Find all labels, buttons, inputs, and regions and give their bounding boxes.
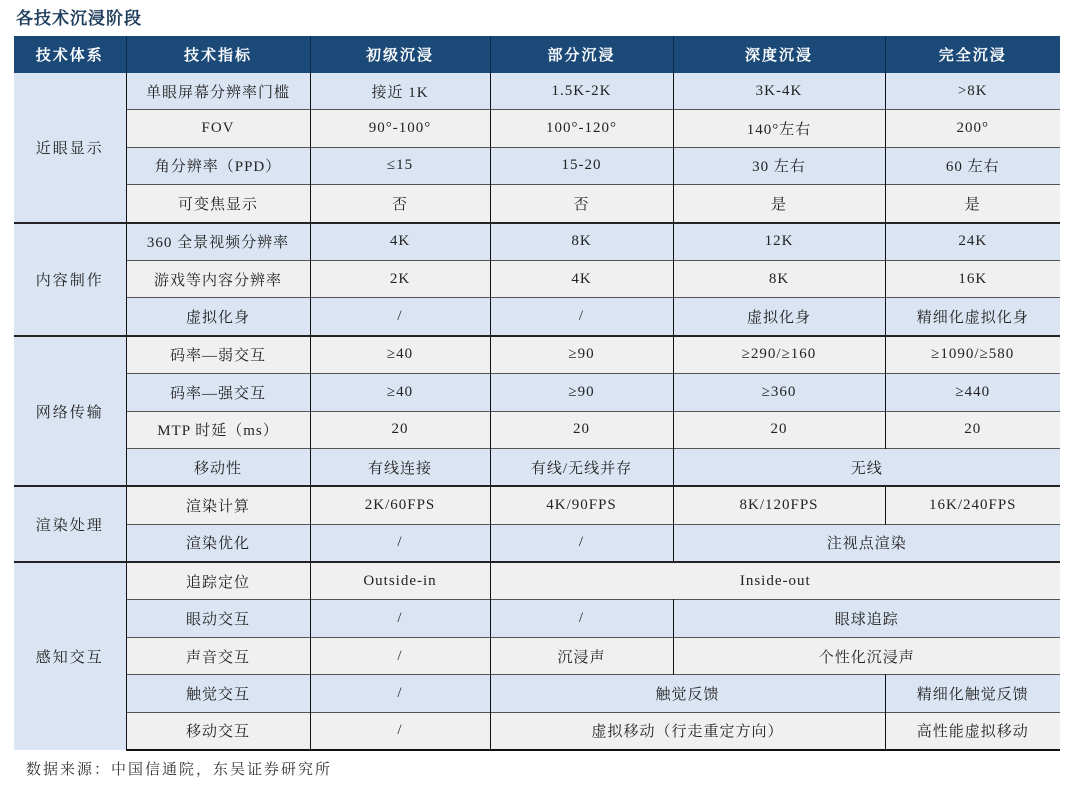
header-partial: 部分沉浸: [490, 36, 673, 73]
table-row: [14, 147, 1060, 184]
metric-cell: 游戏等内容分辨率: [126, 260, 310, 297]
table-row: [14, 712, 1060, 750]
metric-cell: MTP 时延（ms）: [126, 411, 310, 448]
table-row: [14, 600, 1060, 637]
table-row: [14, 524, 1060, 562]
table-row: [14, 374, 1060, 411]
value-cell: /: [310, 298, 490, 336]
value-cell-merged: Inside-out: [490, 562, 1060, 600]
value-cell: 是: [885, 185, 1060, 223]
value-cell: 30 左右: [673, 147, 885, 184]
value-cell: ≥90: [490, 374, 673, 411]
table-row: [14, 675, 1060, 712]
table-row: [14, 185, 1060, 223]
value-cell: /: [310, 524, 490, 562]
value-cell: 高性能虚拟移动: [885, 712, 1060, 750]
value-cell: 15-20: [490, 147, 673, 184]
table-row: [14, 637, 1060, 674]
value-cell: 有线连接: [310, 448, 490, 486]
value-cell: /: [490, 600, 673, 637]
value-cell: 8K: [673, 260, 885, 297]
value-cell: ≥90: [490, 336, 673, 374]
value-cell: 1.5K-2K: [490, 73, 673, 110]
value-cell-merged: 虚拟移动（行走重定方向）: [490, 712, 885, 750]
metric-cell: 触觉交互: [126, 675, 310, 712]
value-cell: 16K: [885, 260, 1060, 297]
table-row: [14, 448, 1060, 486]
value-cell: /: [310, 600, 490, 637]
metric-cell: 角分辨率（PPD）: [126, 147, 310, 184]
value-cell: ≥1090/≥580: [885, 336, 1060, 374]
value-cell: 16K/240FPS: [885, 486, 1060, 524]
value-cell: 是: [673, 185, 885, 223]
value-cell: ≥440: [885, 374, 1060, 411]
value-cell: /: [310, 712, 490, 750]
table-row: [14, 73, 1060, 110]
value-cell: 24K: [885, 223, 1060, 261]
table-title: 各技术沉浸阶段: [16, 9, 142, 28]
value-cell: 4K: [310, 223, 490, 261]
header-deep: 深度沉浸: [673, 36, 885, 73]
metric-cell: 声音交互: [126, 637, 310, 674]
value-cell: ≥360: [673, 374, 885, 411]
value-cell: ≥290/≥160: [673, 336, 885, 374]
table-row: [14, 562, 1060, 600]
value-cell-merged: 注视点渲染: [673, 524, 1060, 562]
value-cell: 20: [490, 411, 673, 448]
metric-cell: 移动交互: [126, 712, 310, 750]
value-cell: 虚拟化身: [673, 298, 885, 336]
value-cell: ≥40: [310, 336, 490, 374]
value-cell: /: [310, 675, 490, 712]
metric-cell: 追踪定位: [126, 562, 310, 600]
value-cell: Outside-in: [310, 562, 490, 600]
value-cell: 4K/90FPS: [490, 486, 673, 524]
table-row: [14, 336, 1060, 374]
value-cell: 140°左右: [673, 110, 885, 147]
header-metric: 技术指标: [126, 36, 310, 73]
table-row: [14, 110, 1060, 147]
category-cell: 内容制作: [14, 223, 126, 336]
value-cell: 90°-100°: [310, 110, 490, 147]
table-row: [14, 411, 1060, 448]
table-row: [14, 223, 1060, 261]
metric-cell: 可变焦显示: [126, 185, 310, 223]
value-cell: 2K: [310, 260, 490, 297]
value-cell: 8K/120FPS: [673, 486, 885, 524]
value-cell: /: [490, 298, 673, 336]
table-row: [14, 260, 1060, 297]
metric-cell: 虚拟化身: [126, 298, 310, 336]
value-cell: 有线/无线并存: [490, 448, 673, 486]
value-cell: /: [310, 637, 490, 674]
value-cell: 3K-4K: [673, 73, 885, 110]
value-cell: 12K: [673, 223, 885, 261]
value-cell: 20: [673, 411, 885, 448]
value-cell: >8K: [885, 73, 1060, 110]
value-cell: 20: [885, 411, 1060, 448]
value-cell: 接近 1K: [310, 73, 490, 110]
value-cell-merged: 眼球追踪: [673, 600, 1060, 637]
value-cell: 20: [310, 411, 490, 448]
metric-cell: 码率—弱交互: [126, 336, 310, 374]
metric-cell: 360 全景视频分辨率: [126, 223, 310, 261]
value-cell: 2K/60FPS: [310, 486, 490, 524]
metric-cell: 移动性: [126, 448, 310, 486]
header-category: 技术体系: [14, 36, 126, 73]
metric-cell: 码率—强交互: [126, 374, 310, 411]
table-row: [14, 298, 1060, 336]
value-cell: 否: [490, 185, 673, 223]
metric-cell: FOV: [126, 110, 310, 147]
metric-cell: 眼动交互: [126, 600, 310, 637]
category-cell: 渲染处理: [14, 486, 126, 562]
source-note: 数据来源：中国信通院，东吴证券研究所: [26, 762, 333, 778]
category-cell: 近眼显示: [14, 73, 126, 223]
value-cell: 否: [310, 185, 490, 223]
value-cell-merged: 触觉反馈: [490, 675, 885, 712]
header-full: 完全沉浸: [885, 36, 1060, 73]
category-cell: 感知交互: [14, 562, 126, 750]
metric-cell: 单眼屏幕分辨率门槛: [126, 73, 310, 110]
value-cell: ≤15: [310, 147, 490, 184]
value-cell: 60 左右: [885, 147, 1060, 184]
header-row: [14, 36, 1060, 73]
value-cell: ≥40: [310, 374, 490, 411]
value-cell: 8K: [490, 223, 673, 261]
value-cell: 精细化虚拟化身: [885, 298, 1060, 336]
category-cell: 网络传输: [14, 336, 126, 487]
value-cell: 沉浸声: [490, 637, 673, 674]
immersion-stage-table: [14, 36, 1060, 751]
value-cell-merged: 无线: [673, 448, 1060, 486]
value-cell: /: [490, 524, 673, 562]
table-row: [14, 486, 1060, 524]
header-primary: 初级沉浸: [310, 36, 490, 73]
metric-cell: 渲染优化: [126, 524, 310, 562]
value-cell: 100°-120°: [490, 110, 673, 147]
value-cell: 200°: [885, 110, 1060, 147]
value-cell: 4K: [490, 260, 673, 297]
metric-cell: 渲染计算: [126, 486, 310, 524]
value-cell: 精细化触觉反馈: [885, 675, 1060, 712]
value-cell-merged: 个性化沉浸声: [673, 637, 1060, 674]
